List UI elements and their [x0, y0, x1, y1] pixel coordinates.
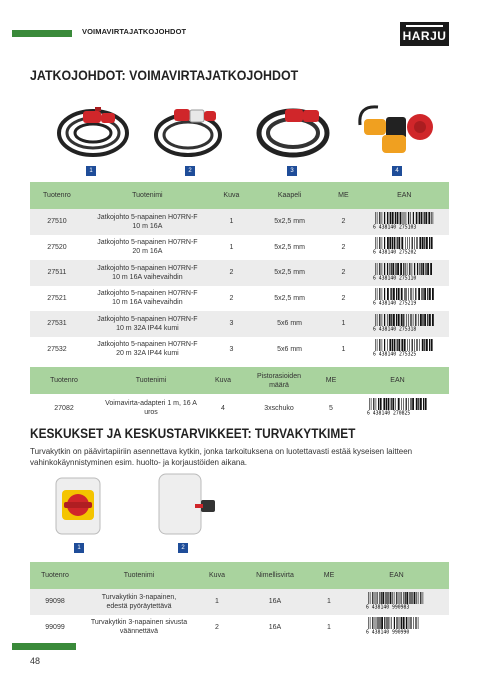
pack-qty: 1 — [314, 589, 344, 615]
svg-text:6 438140 990990: 6 438140 990990 — [365, 630, 409, 635]
section-heading: KESKUKSET JA KESKUSTARVIKKEET: TURVAKYTKIMET — [30, 426, 356, 441]
cable-spec: 5x2,5 mm — [274, 243, 305, 251]
harju-logo: HARJU — [400, 22, 449, 46]
product-name: Jatkojohto 5-napainen H07RN-F 10 m 32A IP44 kumi — [84, 311, 211, 337]
page-heading: JATKOJOHDOT: VOIMAVIRTAJATKOJOHDOT — [30, 68, 299, 83]
table-header-row — [30, 367, 449, 394]
image-badge-3: 3 — [287, 166, 297, 176]
rated-current: 16A — [268, 623, 282, 631]
image-ref: 3 — [211, 311, 252, 337]
col-header: EAN — [344, 562, 449, 589]
table-row — [30, 260, 449, 286]
cable-spec: 5x6 mm — [277, 345, 302, 353]
svg-text:6 438140 275110: 6 438140 275110 — [373, 276, 417, 280]
image-ref: 2 — [229, 294, 234, 302]
page-number: 48 — [30, 656, 41, 666]
svg-text:6 438140 990983: 6 438140 990983 — [365, 605, 409, 609]
image-ref: 1 — [229, 243, 234, 251]
col-header: Tuotenimi — [98, 367, 204, 394]
table-row — [30, 589, 449, 615]
product-name: Jatkojohto 5-napainen H07RN-F 10 m 16A vaihevaihdin — [84, 260, 211, 286]
col-header: Tuotenimi — [80, 562, 198, 589]
switch-badge-2: 2 — [178, 543, 188, 553]
pack-qty: 2 — [341, 294, 346, 302]
svg-text:6 438140 275219: 6 438140 275219 — [373, 301, 417, 306]
col-header: Nimellisvirta — [236, 562, 314, 589]
table-row — [30, 235, 449, 261]
col-header: EAN — [360, 182, 449, 209]
col-header: Tuotenimi — [84, 182, 211, 209]
cable-spec: 5x2,5 mm — [252, 209, 327, 235]
image-ref: 4 — [221, 404, 225, 412]
adapter-table — [30, 367, 449, 422]
svg-text:6 438140 275318: 6 438140 275318 — [373, 327, 417, 331]
col-header: ME — [314, 562, 344, 589]
col-header: Tuotenro — [30, 562, 80, 589]
pack-qty: 1 — [327, 623, 331, 631]
product-image-2 — [152, 93, 226, 163]
svg-text:6 438140 275103: 6 438140 275103 — [373, 225, 417, 229]
col-header: EAN — [346, 367, 449, 394]
cable-table — [30, 182, 449, 362]
image-ref: 2 — [215, 623, 219, 631]
col-header: Kuva — [211, 182, 252, 209]
image-ref: 1 — [211, 209, 252, 235]
cable-spec: 5x2,5 mm — [252, 260, 327, 286]
col-header: Kaapeli — [252, 182, 327, 209]
ean-barcode — [360, 337, 449, 363]
table-row — [30, 286, 449, 312]
product-number: 27510 — [30, 209, 84, 235]
ean-barcode — [344, 589, 449, 615]
table-row — [30, 209, 449, 235]
image-badge-2: 2 — [185, 166, 195, 176]
product-image-1 — [55, 93, 131, 163]
product-number: 27520 — [47, 243, 67, 251]
description-paragraph: Turvakytkin on päävirtapiiriin asennettava kytkin, jonka tarkoituksena on luotettavasti estää kyseisen laitteen vahinkokäynnistyminen esim. huolto- ja korjaustöiden aikana. — [30, 447, 413, 467]
product-name: Turvakytkin 3-napainen sivusta väännettävä — [90, 619, 188, 636]
switch-image-1 — [52, 474, 104, 538]
section-title: VOIMAVIRTAJATKOJOHDOT — [82, 27, 187, 36]
rated-current: 16A — [236, 589, 314, 615]
ean-barcode — [360, 286, 449, 312]
ean-barcode — [344, 615, 449, 641]
product-number: 27532 — [47, 345, 67, 353]
pack-qty: 5 — [329, 404, 333, 412]
ean-barcode — [360, 235, 449, 261]
cable-spec: 5x2,5 mm — [274, 294, 305, 302]
table-header-row — [30, 562, 449, 589]
switch-image-2 — [155, 470, 219, 538]
col-header: Pistorasioiden määrä — [242, 367, 316, 394]
product-name: Turvakytkin 3-napainen, edestä pyöräytettävä — [80, 589, 198, 615]
product-name: Jatkojohto 5-napainen H07RN-F 10 m 16A — [84, 209, 211, 235]
cable-spec: 5x6 mm — [252, 311, 327, 337]
product-name: Jatkojohto 5-napainen H07RN-F 20 m 32A IP44 kumi — [97, 341, 198, 358]
header-accent-bar — [12, 30, 72, 37]
ean-barcode — [346, 394, 449, 422]
product-name: Voimavirta-adapteri 1 m, 16 A uros — [105, 400, 197, 416]
product-image-3 — [255, 93, 331, 163]
col-header: Kuva — [198, 562, 236, 589]
image-badge-1: 1 — [86, 166, 96, 176]
footer-accent-bar — [12, 643, 76, 650]
image-ref: 1 — [198, 589, 236, 615]
table-header-row — [30, 182, 449, 209]
col-header: ME — [327, 182, 359, 209]
svg-text:6 438140 275202: 6 438140 275202 — [373, 250, 417, 255]
pack-qty: 2 — [327, 260, 359, 286]
product-name: Jatkojohto 5-napainen H07RN-F 10 m 16A vaihevaihdin — [97, 290, 198, 307]
col-header: Tuotenro — [30, 367, 98, 394]
switch-badge-1: 1 — [74, 543, 84, 553]
product-number: 27082 — [54, 404, 74, 412]
table-row — [30, 615, 449, 641]
col-header: ME — [316, 367, 346, 394]
socket-count: 3xschuko — [264, 404, 294, 412]
col-header: Kuva — [204, 367, 242, 394]
col-header: Tuotenro — [30, 182, 84, 209]
ean-barcode — [360, 311, 449, 337]
svg-text:6 438140 275325: 6 438140 275325 — [373, 352, 417, 357]
table-row — [30, 337, 449, 363]
image-ref: 3 — [229, 345, 234, 353]
product-number: 99099 — [45, 623, 65, 631]
product-number: 27511 — [30, 260, 84, 286]
ean-barcode — [360, 209, 449, 235]
pack-qty: 1 — [327, 311, 359, 337]
switch-table — [30, 562, 449, 640]
table-row — [30, 311, 449, 337]
product-number: 27531 — [30, 311, 84, 337]
pack-qty: 2 — [327, 209, 359, 235]
product-image-4 — [350, 95, 440, 163]
image-badge-4: 4 — [392, 166, 402, 176]
pack-qty: 1 — [341, 345, 346, 353]
svg-text:6 438140 270825: 6 438140 270825 — [366, 411, 410, 415]
product-number: 27521 — [47, 294, 67, 302]
image-ref: 2 — [211, 260, 252, 286]
product-number: 99098 — [30, 589, 80, 615]
pack-qty: 2 — [341, 243, 346, 251]
table-row — [30, 394, 449, 422]
ean-barcode — [360, 260, 449, 286]
product-name: Jatkojohto 5-napainen H07RN-F 20 m 16A — [97, 239, 198, 256]
